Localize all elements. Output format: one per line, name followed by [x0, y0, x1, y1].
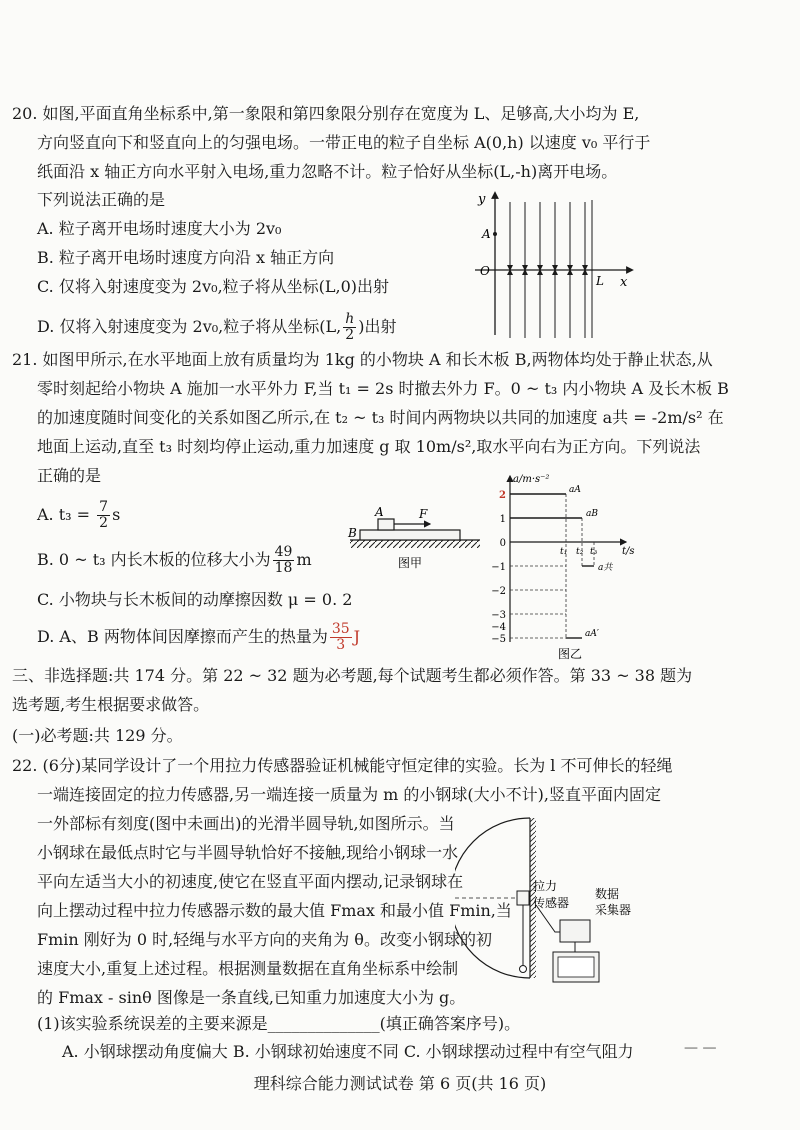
tick-1: 1	[499, 514, 506, 525]
q22-line-9: 的 Fmax - sinθ 图像是一条直线,已知重力加速度大小为 g。	[37, 988, 466, 1007]
q21-line-5: 正确的是	[37, 466, 102, 485]
page-footer: 理科综合能力测试试卷 第 6 页(共 16 页)	[253, 1074, 547, 1093]
q20-line-2: 方向竖直向下和竖直向上的匀强电场。一带正电的粒子自坐标 A(0,h) 以速度 v₀ 平行于	[37, 133, 651, 152]
label-a: A	[482, 227, 491, 241]
q20-line-4: 下列说法正确的是	[37, 190, 166, 209]
tick-neg1: −1	[491, 562, 506, 573]
q20-option-a: A. 粒子离开电场时速度大小为 2v₀	[37, 219, 282, 238]
label-lali: 拉力	[533, 879, 558, 893]
tick-neg4: −4	[491, 622, 506, 633]
q22-line-6: 向上摆动过程中拉力传感器示数的最大值 Fmax 和最小值 Fmin,当	[37, 901, 512, 920]
y-axis-label: y	[478, 192, 486, 207]
q21-option-d-text: D. A、B 两物体间因摩擦而产生的热量为	[37, 627, 328, 646]
a-axis-label: a/m·s⁻²	[513, 474, 550, 485]
fraction-denominator: 2	[345, 327, 355, 343]
q21-line-4: 地面上运动,直至 t₃ 时刻均停止运动,重力加速度 g 取 10m/s²,取水平向右为正方向。下列说法	[37, 437, 701, 456]
ground-hatch	[350, 540, 480, 548]
q21-option-a-suffix: s	[112, 505, 121, 524]
q20-field-diagram	[470, 190, 640, 340]
fraction-denominator: 3	[336, 637, 346, 653]
q22-line-4: 小钢球在最低点时它与半圆导轨恰好不接触,现给小钢球一水	[37, 843, 459, 862]
q21-option-a	[37, 500, 120, 531]
q21-option-d	[37, 622, 360, 653]
label-origin: O	[480, 264, 490, 278]
label-t3: t₃	[590, 547, 598, 557]
tick-0: 0	[499, 538, 506, 549]
q22-line-8: 速度大小,重复上述过程。根据测量数据在直角坐标系中绘制	[37, 959, 459, 978]
q21-figure-jia	[345, 500, 485, 575]
q22-subquestion-1: (1)该实验系统误差的主要来源是______________(填正确答案序号)。	[37, 1014, 521, 1033]
figure-caption-yi: 图乙	[558, 647, 583, 661]
block-a	[378, 519, 394, 530]
fraction-numerator: h	[345, 311, 355, 327]
label-aa: aA	[569, 485, 581, 495]
t-axis-label: t/s	[622, 546, 635, 557]
tick-neg2: −2	[491, 586, 506, 597]
fraction-denominator: 18	[274, 560, 293, 576]
q22-line-3: 一外部标有刻度(图中未画出)的光滑半圆导轨,如图所示。当	[37, 814, 455, 833]
q22-line-1: 22. (6分)某同学设计了一个用拉力传感器验证机械能守恒定律的实验。长为 l 不可伸长的轻绳	[12, 756, 673, 775]
fraction-numerator: 7	[99, 499, 109, 515]
q21-option-a-text: A. t₃ =	[37, 505, 96, 524]
label-a: A	[375, 505, 384, 519]
label-sensor: 传感器	[533, 896, 570, 910]
q21-line-2: 零时刻起给小物块 A 施加一水平外力 F,当 t₁ = 2s 时撤去外力 F。0 ~ t₃ 内小物块 A 及长木板 B	[37, 379, 729, 398]
q21-option-b-text: B. 0 ~ t₃ 内长木板的位移大小为	[37, 550, 271, 569]
q20-line-1: 20. 如图,平面直角坐标系中,第一象限和第四象限分别存在宽度为 L、足够高,大小均为 E,	[12, 104, 640, 123]
tick-2: 2	[499, 490, 506, 501]
label-aa-prime: aA′	[585, 629, 599, 639]
q22-line-7: Fmin 刚好为 0 时,轻绳与水平方向的夹角为 θ。改变小钢球的初	[37, 930, 492, 949]
label-agong: a共	[598, 563, 613, 573]
q21-figure-yi	[486, 470, 656, 662]
q21-option-d-fraction	[330, 622, 352, 653]
q20-option-d	[37, 312, 396, 343]
q21-line-3: 的加速度随时间变化的关系如图乙所示,在 t₂ ~ t₃ 时间内两物块以共同的加速度 a共 = -2m/s² 在	[37, 408, 724, 427]
label-t1: t₁	[560, 547, 568, 557]
q21-line-1: 21. 如图甲所示,在水平地面上放有质量均为 1kg 的小物块 A 和长木板 B,两物体均处于静止状态,从	[12, 350, 713, 369]
x-axis-label: x	[620, 275, 628, 290]
tick-neg5: −5	[491, 634, 506, 645]
field-lines-downward	[510, 202, 585, 268]
dashed-guides	[510, 494, 594, 638]
data-collector-box	[560, 920, 590, 942]
trailing-dash: — —	[684, 1040, 717, 1056]
q20-line-3: 纸面沿 x 轴正方向水平射入电场,重力忽略不计。粒子恰好从坐标(L,-h)离开电场。	[37, 162, 618, 181]
q22-line-5: 平向左适当大小的初速度,使它在竖直平面内摆动,记录钢球在	[37, 872, 464, 891]
q20-option-b: B. 粒子离开电场时速度方向沿 x 轴正方向	[37, 248, 335, 267]
q21-option-b-fraction	[273, 545, 295, 576]
monitor-screen	[558, 957, 594, 977]
section3-line-2: 选考题,考生根据要求做答。	[12, 695, 210, 714]
label-ab: aB	[586, 509, 598, 519]
q21-option-a-fraction	[97, 500, 110, 531]
fraction-denominator: 2	[99, 515, 109, 531]
q22-apparatus-diagram	[455, 812, 645, 992]
a-axis-ticks	[491, 490, 506, 645]
label-b: B	[348, 526, 357, 540]
q22-line-2: 一端连接固定的拉力传感器,另一端连接一质量为 m 的小钢球(大小不计),竖直平面内固定	[37, 785, 662, 804]
fraction-numerator: 35	[331, 621, 350, 637]
section3-line-1: 三、非选择题:共 174 分。第 22 ~ 32 题为必考题,每个试题考生都必须作答。第 33 ~ 38 题为	[12, 666, 693, 685]
q21-option-b-suffix: m	[296, 550, 312, 569]
q20-option-c: C. 仅将入射速度变为 2v₀,粒子将从坐标(L,0)出射	[37, 277, 390, 296]
q21-option-c: C. 小物块与长木板间的动摩擦因数 μ = 0. 2	[37, 590, 353, 609]
fraction-numerator: 49	[274, 544, 293, 560]
q21-option-b	[37, 545, 312, 576]
q20-option-d-fraction	[343, 312, 356, 343]
section3-subheading: (一)必考题:共 129 分。	[12, 726, 183, 745]
point-a	[493, 232, 497, 236]
board-b	[360, 530, 460, 540]
tick-neg3: −3	[491, 610, 506, 621]
label-t2: t₂	[576, 547, 584, 557]
q20-option-d-text: D. 仅将入射速度变为 2v₀,粒子将从坐标(L,	[37, 317, 342, 336]
q20-option-d-suffix: )出射	[358, 317, 397, 336]
tension-sensor	[517, 891, 529, 905]
q22-options: A. 小钢球摆动角度偏大 B. 小钢球初始速度不同 C. 小钢球摆动过程中有空气阻力	[62, 1042, 634, 1061]
q21-option-d-suffix: J	[353, 627, 361, 646]
field-lines-upward	[510, 272, 585, 338]
label-collector: 采集器	[595, 903, 632, 917]
label-data: 数据	[595, 887, 620, 901]
label-f: F	[419, 507, 428, 521]
figure-caption-jia: 图甲	[398, 556, 423, 570]
steel-ball	[520, 966, 527, 973]
label-l: L	[596, 274, 604, 288]
